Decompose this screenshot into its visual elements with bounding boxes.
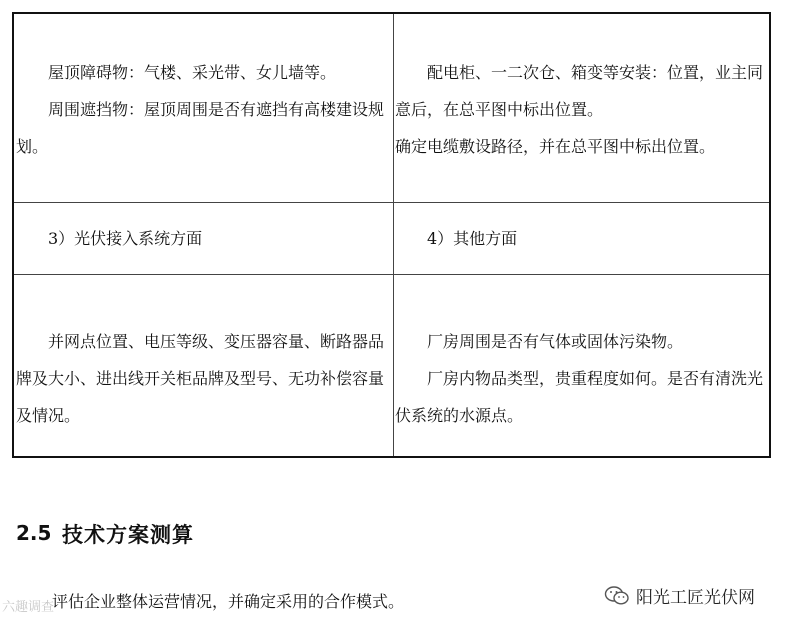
table-cell [395,203,771,274]
table-cell [395,275,771,458]
section-body: 评估企业整体运营情况，并确定采用的合作模式。 [52,592,405,611]
table-row [14,275,769,458]
cell-paragraph: 并网点位置、电压等级、变压器容量、断路器品牌及大小、进出线开关柜品牌及型号、无功补偿容量及情况。 [16,332,385,425]
cell-paragraph: 厂房周围是否有气体或固体污染物。 [427,332,684,351]
cell-paragraph: 周围遮挡物：屋顶周围是否有遮挡有高楼建设规划。 [16,100,385,156]
table-cell [16,14,393,202]
section-number: 2.5 [16,521,52,545]
table-row [14,203,769,275]
table-cell [16,275,393,458]
table-cell [16,203,393,274]
section-title: 技术方案测算 [62,523,194,547]
cell-paragraph: 确定电缆敷设路径，并在总平图中标出位置。 [395,137,716,156]
cell-heading: 4）其他方面 [427,229,518,248]
cell-paragraph: 屋顶障碍物：气楼、采光带、女儿墙等。 [48,63,337,82]
table-row [14,14,769,203]
cell-heading: 3）光伏接入系统方面 [48,229,203,248]
corner-watermark: 六趣调查 [2,600,55,615]
cell-paragraph: 配电柜、一二次仓、箱变等安装：位置，业主同意后，在总平图中标出位置。 [395,63,764,119]
watermark-text: 阳光工匠光伏网 [636,588,755,608]
requirements-table [12,12,771,458]
wechat-icon [604,585,630,607]
table-cell [395,14,771,202]
cell-paragraph: 厂房内物品类型，贵重程度如何。是否有清洗光伏系统的水源点。 [395,369,764,425]
watermark [604,583,755,608]
